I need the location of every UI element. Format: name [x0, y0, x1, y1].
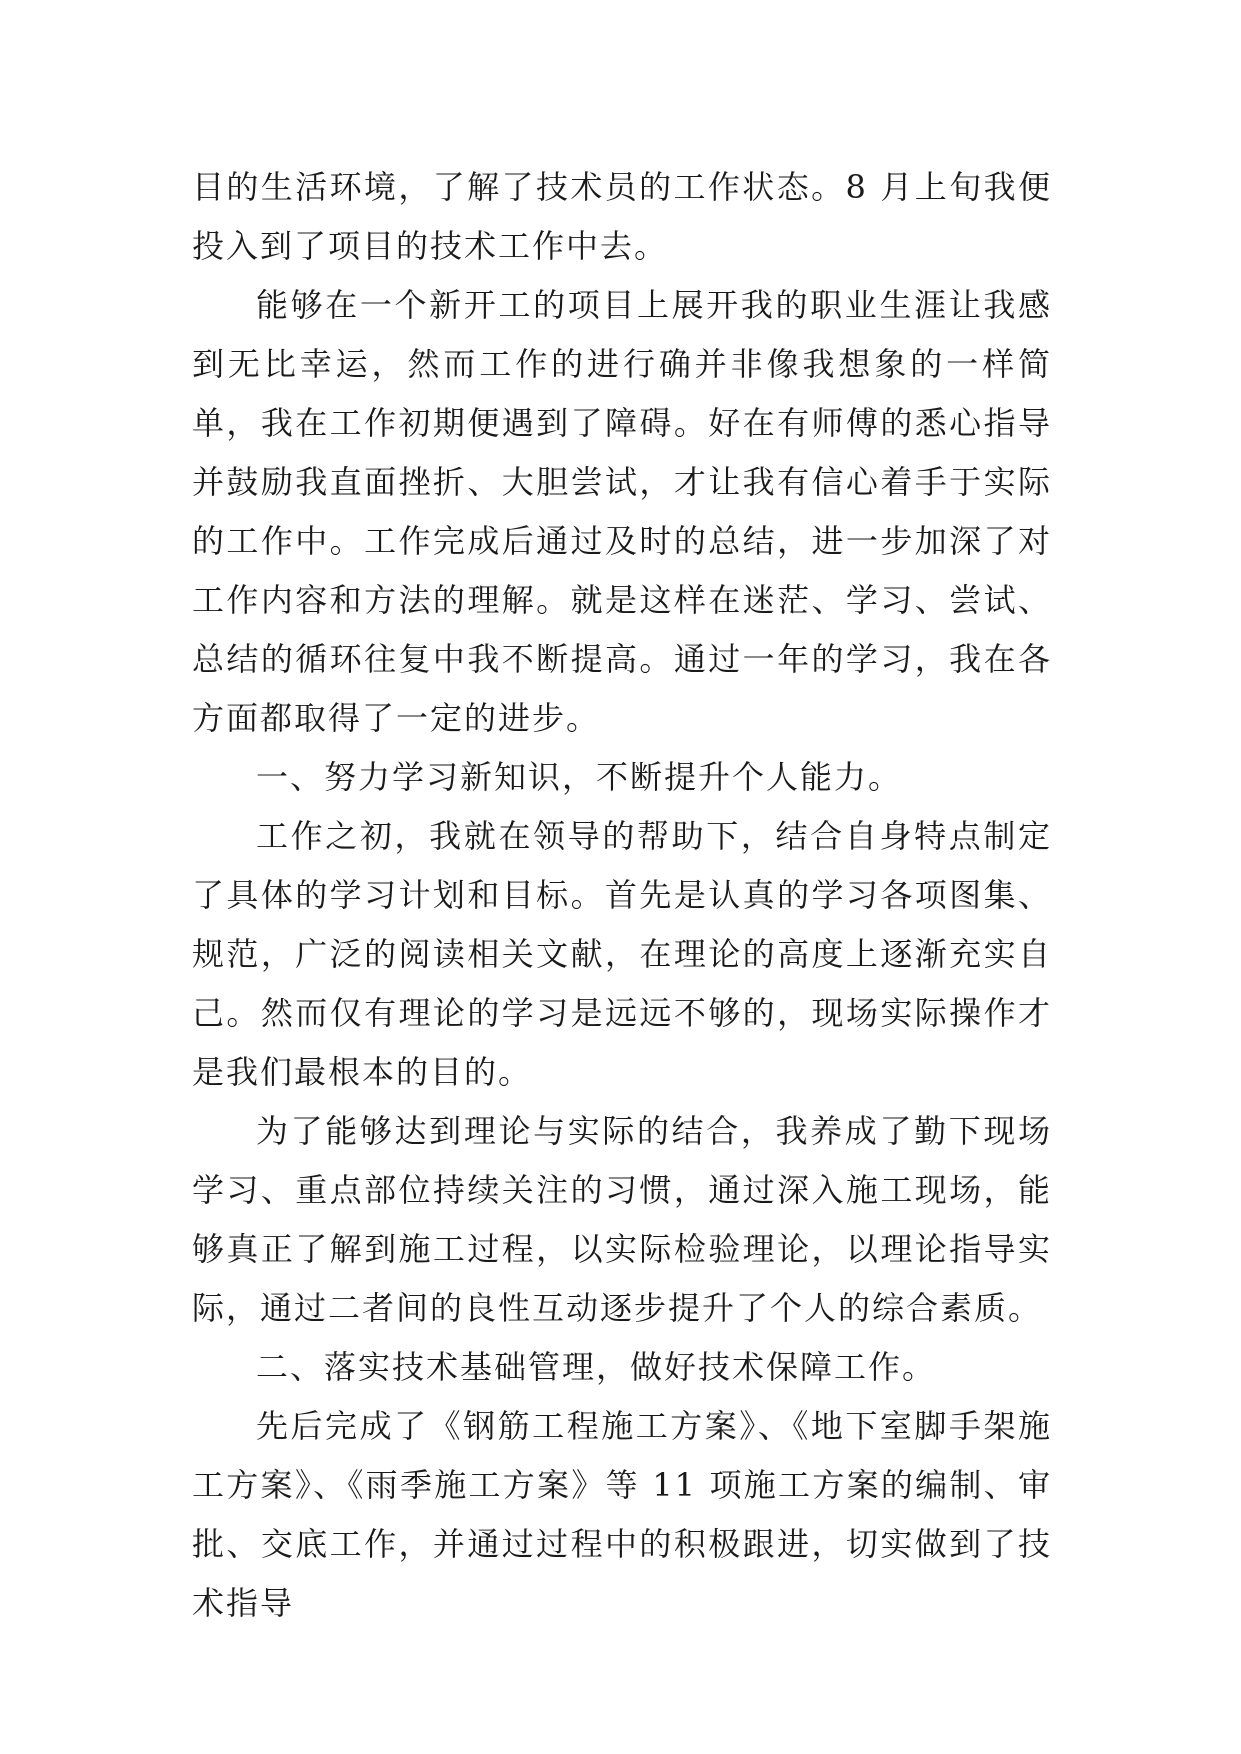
paragraph-continuation: 目的生活环境，了解了技术员的工作状态。8 月上旬我便投入到了项目的技术工作中去。 — [192, 168, 1052, 265]
paragraph-learning-plan: 工作之初，我就在领导的帮助下，结合自身特点制定了具体的学习计划和目标。首先是认真的学习各项图集、规范，广泛的阅读相关文献，在理论的高度上逐渐充实自己。然而仅有理论的学习是远远不够的，现场实际操作才是我们最根本的目的。 — [192, 817, 1052, 1091]
paragraph-theory-practice: 为了能够达到理论与实际的结合，我养成了勤下现场学习、重点部位持续关注的习惯，通过深入施工现场，能够真正了解到施工过程，以实际检验理论，以理论指导实际，通过二者间的良性互动逐步提升了个人的综合素质。 — [192, 1112, 1052, 1327]
body-text — [192, 158, 1052, 1633]
paragraph-career-start: 能够在一个新开工的项目上展开我的职业生涯让我感到无比幸运，然而工作的进行确并非像我想象的一样简单，我在工作初期便遇到了障碍。好在有师傅的悉心指导并鼓励我直面挫折、大胆尝试，才让我有信心着手于实际的工作中。工作完成后通过及时的总结，进一步加深了对工作内容和方法的理解。就是这样在迷茫、学习、尝试、总结的循环往复中我不断提高。通过一年的学习，我在各方面都取得了一定的进步。 — [192, 286, 1052, 737]
paragraph-construction-plans: 先后完成了《钢筋工程施工方案》、《地下室脚手架施工方案》、《雨季施工方案》等 11 项施工方案的编制、审批、交底工作，并通过过程中的积极跟进，切实做到了技术指导 — [192, 1407, 1052, 1622]
section-heading-1: 一、努力学习新知识，不断提升个人能力。 — [256, 758, 903, 796]
section-heading-2: 二、落实技术基础管理，做好技术保障工作。 — [256, 1348, 937, 1386]
